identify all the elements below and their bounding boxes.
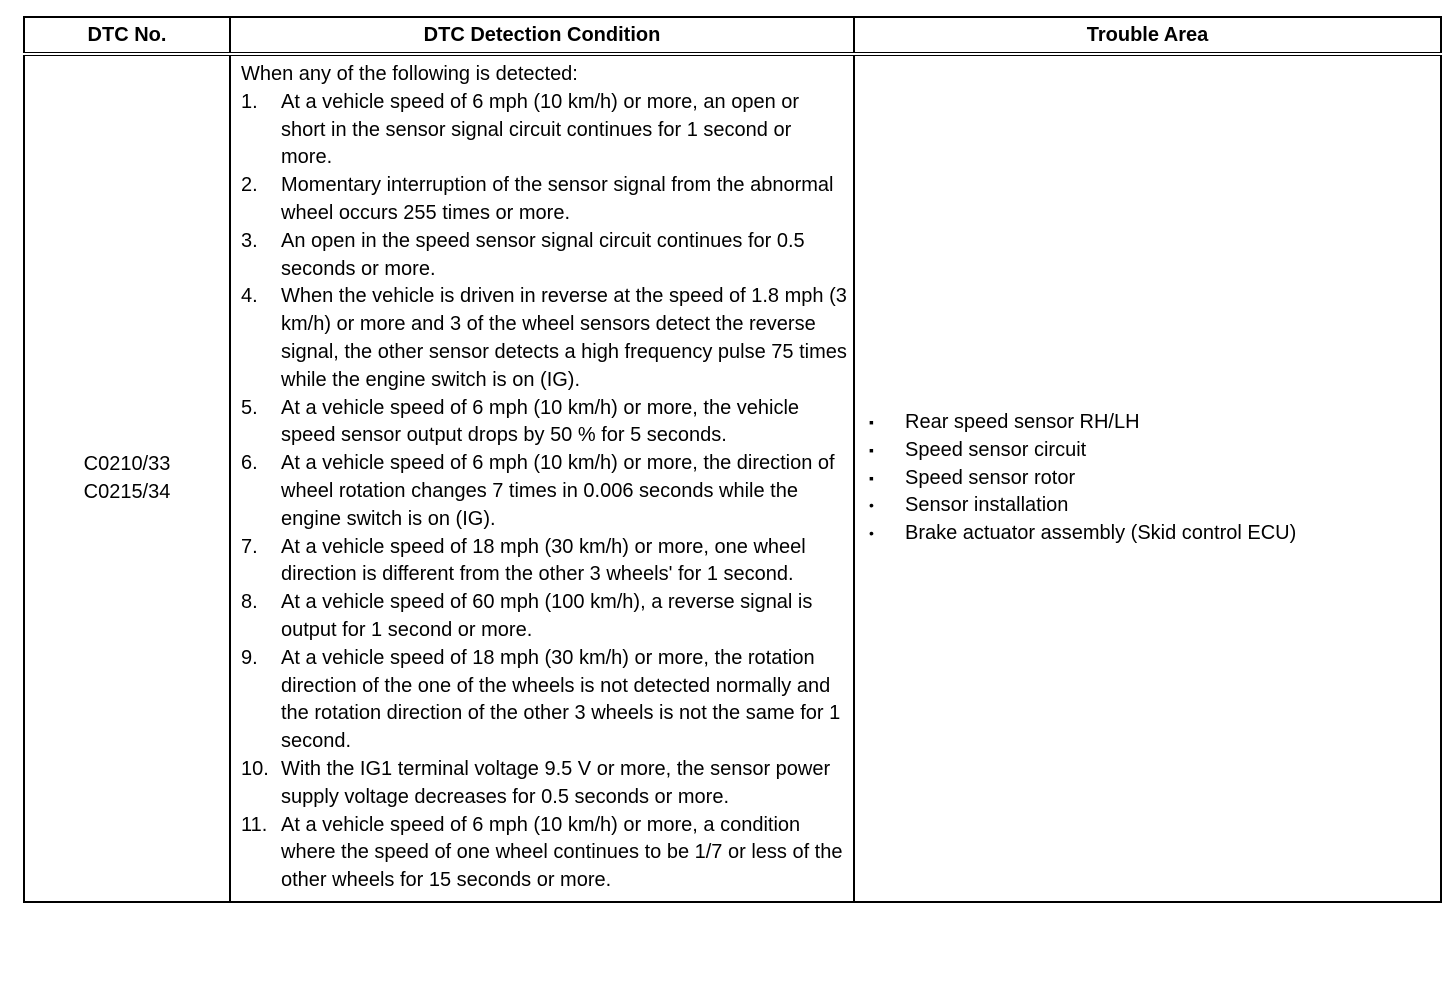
item-number: 4.	[241, 285, 258, 308]
item-number: 9.	[241, 646, 258, 669]
item-text: Speed sensor circuit	[905, 438, 1087, 461]
table-row	[24, 54, 1441, 902]
item-number: 3.	[241, 229, 258, 252]
item-number: 11.	[241, 813, 268, 836]
item-number: 8.	[241, 591, 258, 614]
item-text: Sensor installation	[905, 494, 1069, 517]
list-item	[241, 283, 847, 394]
list-item	[241, 172, 847, 228]
header-dtc-no: DTC No.	[24, 17, 230, 54]
list-item	[241, 395, 847, 451]
bullet-icon: ▪	[869, 413, 874, 430]
condition-list	[241, 89, 847, 895]
dtc-code-cell	[24, 54, 230, 902]
item-text: Rear speed sensor RH/LH	[905, 410, 1140, 433]
list-item	[241, 89, 847, 172]
list-item	[869, 437, 1432, 465]
list-item	[241, 645, 847, 756]
header-detection-condition: DTC Detection Condition	[230, 17, 854, 54]
item-number: 5.	[241, 396, 258, 419]
list-item	[241, 756, 847, 812]
item-number: 6.	[241, 452, 258, 475]
item-text: When the vehicle is driven in reverse at the speed of 1.8 mph (3 km/h) or more and 3 of the wheel sensors detect the reverse signal, the other sensor detects a high frequency pulse 75 times while the engine switch is on (IG).	[281, 285, 847, 391]
list-item	[241, 812, 847, 895]
list-item	[869, 520, 1432, 548]
dtc-code: C0215/34	[83, 481, 171, 504]
trouble-area-list	[869, 409, 1432, 548]
bullet-icon: •	[869, 497, 874, 514]
item-number: 1.	[241, 90, 258, 113]
item-text: Momentary interruption of the sensor signal from the abnormal wheel occurs 255 times or more.	[281, 174, 834, 224]
list-item	[869, 492, 1432, 520]
item-text: With the IG1 terminal voltage 9.5 V or more, the sensor power supply voltage decreases for 0.5 seconds or more.	[281, 757, 831, 808]
item-text: An open in the speed sensor signal circuit continues for 0.5 seconds or more.	[281, 229, 805, 280]
list-item	[241, 589, 847, 645]
item-text: Brake actuator assembly (Skid control ECU)	[905, 522, 1297, 545]
bullet-icon: ▪	[869, 469, 874, 486]
item-text: At a vehicle speed of 6 mph (10 km/h) or more, an open or short in the sensor signal circuit continues for 1 second or more.	[281, 90, 800, 169]
bullet-icon: ▪	[869, 441, 874, 458]
item-number: 7.	[241, 535, 258, 558]
condition-intro: When any of the following is detected:	[241, 63, 578, 85]
header-row	[24, 17, 1441, 54]
dtc-code: C0210/33	[83, 453, 171, 476]
item-text: Speed sensor rotor	[905, 466, 1076, 489]
item-number: 10.	[241, 757, 269, 780]
item-text: At a vehicle speed of 6 mph (10 km/h) or more, a condition where the speed of one wheel continues to be 1/7 or less of the other wheels for 15 seconds or more.	[281, 813, 843, 892]
detection-condition-cell	[230, 54, 854, 902]
bullet-icon: •	[869, 525, 874, 542]
list-item	[241, 228, 847, 284]
list-item	[869, 465, 1432, 493]
item-text: At a vehicle speed of 18 mph (30 km/h) or more, the rotation direction of the one of the wheels is not detected normally and the rotation direction of the other 3 wheels is not the same for 1 second.	[281, 646, 841, 753]
list-item	[241, 534, 847, 590]
header-trouble-area: Trouble Area	[854, 17, 1441, 54]
dtc-table	[23, 16, 1442, 903]
item-text: At a vehicle speed of 6 mph (10 km/h) or more, the vehicle speed sensor output drops by 50 % for 5 seconds.	[281, 396, 800, 447]
item-text: At a vehicle speed of 6 mph (10 km/h) or more, the direction of wheel rotation changes 7 times in 0.006 seconds while the engine switch is on (IG).	[281, 452, 835, 530]
list-item	[241, 450, 847, 533]
item-number: 2.	[241, 174, 258, 197]
trouble-area-cell	[854, 54, 1441, 902]
item-text: At a vehicle speed of 18 mph (30 km/h) or more, one wheel direction is different from the other 3 wheels' for 1 second.	[281, 535, 806, 586]
list-item	[869, 409, 1432, 437]
item-text: At a vehicle speed of 60 mph (100 km/h), a reverse signal is output for 1 second or more.	[281, 591, 813, 641]
